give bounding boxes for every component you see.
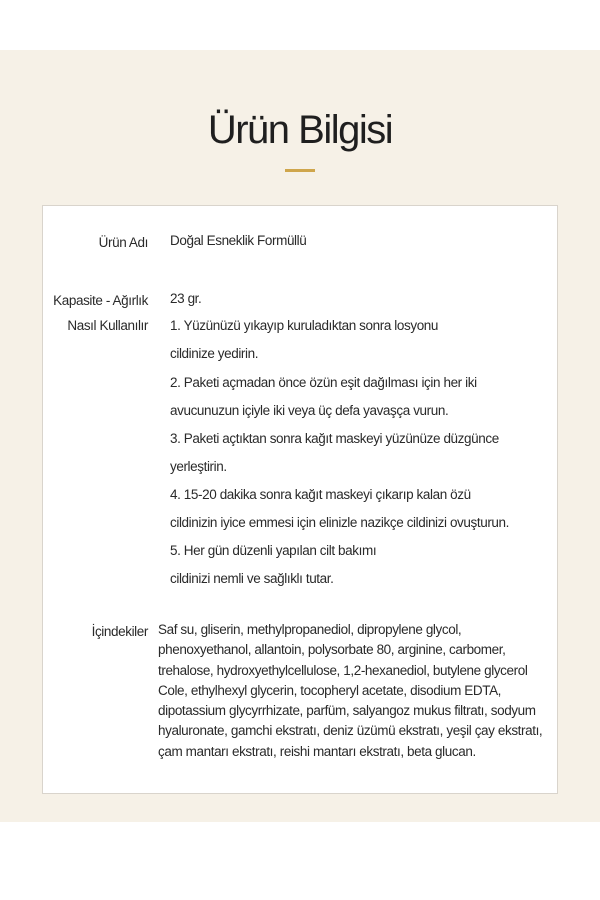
usage-line: 3. Paketi açtıktan sonra kağıt maskeyi yüzünüze düzgünce xyxy=(170,431,499,446)
product-name-value: Doğal Esneklik Formüllü xyxy=(170,233,307,248)
usage-label: Nasıl Kullanılır xyxy=(67,318,148,333)
capacity-value: 23 gr. xyxy=(170,291,202,306)
usage-line: avucunuzun içiyle iki veya üç defa yavaşça vurun. xyxy=(170,403,449,418)
product-name-label: Ürün Adı xyxy=(98,235,148,250)
ingredients-label: İçindekiler xyxy=(91,624,148,639)
usage-line: yerleştirin. xyxy=(170,459,227,474)
title-underline xyxy=(285,169,315,172)
ingredients-value: Saf su, gliserin, methylpropanediol, dipropylene glycol, phenoxyethanol, allantoin, polysorbate 80, arginine, carbomer, trehalose, hydroxyethylcellulose, 1,2-hexanediol, butylene glycerol Cole, ethylhexyl glycerin, tocopheryl acetate, disodium EDTA, dipotassium glycyrrhizate, parfüm, salyangoz mukus filtratı, sodyum hyaluronate, gamchi ekstratı, deniz üzümü ekstratı, yeşil çay ekstratı, çam mantarı ekstratı, reishi mantarı ekstratı, beta glucan. xyxy=(158,622,543,759)
capacity-label: Kapasite - Ağırlık xyxy=(53,293,148,308)
usage-line: 5. Her gün düzenli yapılan cilt bakımı xyxy=(170,543,377,558)
usage-line: cildinizin iyice emmesi için elinizle nazikçe cildinizi ovuşturun. xyxy=(170,515,509,530)
usage-line: 2. Paketi açmadan önce özün eşit dağılması için her iki xyxy=(170,375,477,390)
usage-line: 4. 15-20 dakika sonra kağıt maskeyi çıkarıp kalan özü xyxy=(170,487,471,502)
usage-line: cildinizi nemli ve sağlıklı tutar. xyxy=(170,571,334,586)
page-title: Ürün Bilgisi xyxy=(207,108,393,152)
usage-line: cildinize yedirin. xyxy=(170,346,259,361)
usage-line: 1. Yüzünüzü yıkayıp kuruladıktan sonra losyonu xyxy=(170,318,439,333)
